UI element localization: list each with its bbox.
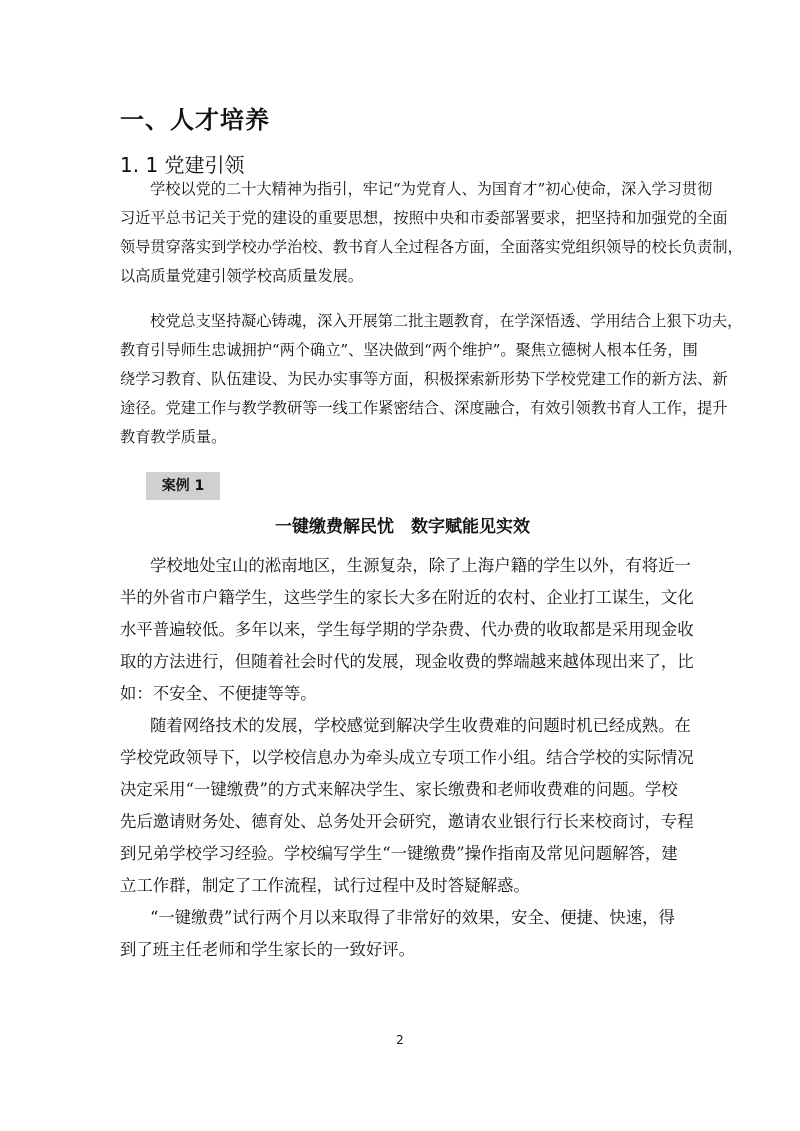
paragraph-case-background <box>120 550 694 710</box>
paragraph-line: 先后邀请财务处、德育处、总务处开会研究，邀请农业银行行长来校商讨，专程 <box>120 812 694 831</box>
paragraph-party-branch <box>120 307 743 452</box>
paragraph-case-result <box>120 902 685 966</box>
paragraph-line: 领导贯穿落实到学校办学治校、教书育人全过程各方面，全面落实党组织领导的校长负责制， <box>120 238 743 256</box>
paragraph-party-guidance <box>120 175 743 291</box>
paragraph-line: 半的外省市户籍学生，这些学生的家长大多在附近的农村、企业打工谋生，文化 <box>120 588 694 607</box>
paragraph-line: 以高质量党建引领学校高质量发展。 <box>120 267 363 285</box>
section-heading: 一、人才培养 <box>120 106 270 134</box>
paragraph-line: 决定采用“一键缴费”的方式来解决学生、家长缴费和老师收费难的问题。学校 <box>120 780 678 799</box>
paragraph-line: 教育引导师生忠诚拥护“两个确立”、坚决做到“两个维护”。聚焦立德树人根本任务，围 <box>120 341 698 359</box>
paragraph-line: “一键缴费”试行两个月以来取得了非常好的效果，安全、便捷、快速，得 <box>150 908 675 927</box>
paragraph-line: 水平普遍较低。多年以来，学生每学期的学杂费、代办费的收取都是采用现金收 <box>120 620 694 639</box>
paragraph-line: 随着网络技术的发展，学校感觉到解决学生收费难的问题时机已经成熟。在 <box>150 716 691 735</box>
paragraph-line: 学校党政领导下，以学校信息办为牵头成立专项工作小组。结合学校的实际情况 <box>120 748 694 767</box>
paragraph-line: 取的方法进行，但随着社会时代的发展，现金收费的弊端越来越体现出来了，比 <box>120 652 694 671</box>
paragraph-line: 学校地处宝山的淞南地区，生源复杂，除了上海户籍的学生以外，有将近一 <box>150 556 691 575</box>
paragraph-line: 习近平总书记关于党的建设的重要思想，按照中央和市委部署要求，把坚持和加强党的全面 <box>120 209 728 227</box>
paragraph-line: 绕学习教育、队伍建设、为民办实事等方面，积极探索新形势下学校党建工作的新方法、新 <box>120 370 728 388</box>
paragraph-line: 到了班主任老师和学生家长的一致好评。 <box>120 940 416 959</box>
subsection-heading: 1. 1 党建引领 <box>120 153 245 177</box>
paragraph-line: 立工作群，制定了工作流程，试行过程中及时答疑解惑。 <box>120 876 530 895</box>
paragraph-case-process <box>120 710 694 902</box>
case-title: 一键缴费解民忧 数字赋能见实效 <box>275 517 530 537</box>
page-number: 2 <box>396 1033 404 1047</box>
paragraph-line: 校党总支坚持凝心铸魂，深入开展第二批主题教育，在学深悟透、学用结合上狠下功夫， <box>150 312 743 330</box>
paragraph-line: 学校以党的二十大精神为指引，牢记“为党育人、为国育才”初心使命，深入学习贯彻 <box>150 180 713 198</box>
paragraph-line: 途径。党建工作与教学教研等一线工作紧密结合、深度融合，有效引领教书育人工作，提升 <box>120 399 728 417</box>
paragraph-line: 到兄弟学校学习经验。学校编写学生“一键缴费”操作指南及常见问题解答，建 <box>120 844 678 863</box>
paragraph-line: 如：不安全、不便捷等等。 <box>120 684 317 703</box>
paragraph-line: 教育教学质量。 <box>120 428 227 446</box>
case-badge: 案例 1 <box>146 472 220 500</box>
